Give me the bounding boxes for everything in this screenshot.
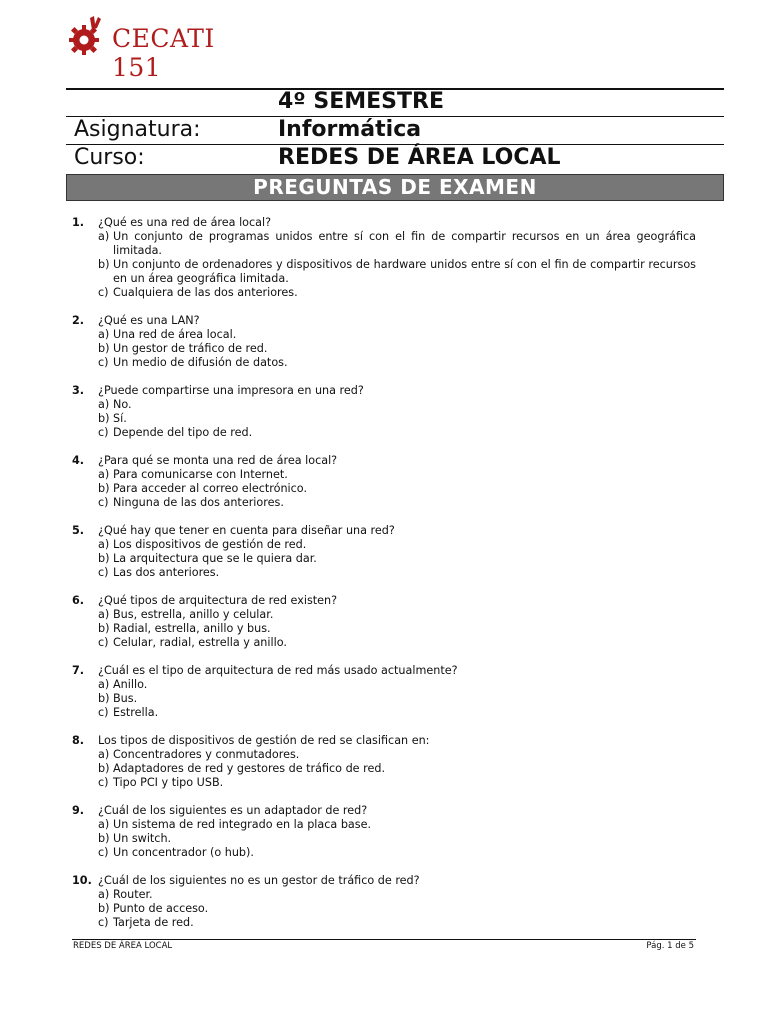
answer-option (72, 608, 696, 622)
question-number: 8. (72, 734, 85, 747)
question-number: 1. (72, 216, 85, 229)
option-letter: a) (98, 888, 110, 901)
answer-option (72, 342, 696, 356)
option-text: Bus, estrella, anillo y celular. (113, 608, 274, 621)
option-text: Tarjeta de red. (113, 916, 194, 929)
question-text: ¿Cuál es el tipo de arquitectura de red más usado actualmente? (98, 664, 458, 677)
subject-row (66, 117, 724, 144)
option-letter: c) (98, 706, 109, 719)
question-list (72, 216, 696, 944)
option-letter: a) (98, 678, 110, 691)
option-letter: b) (98, 902, 110, 915)
answer-option (72, 286, 696, 300)
answer-option (72, 888, 696, 902)
option-letter: a) (98, 398, 110, 411)
question-header (72, 524, 696, 538)
option-text: Sí. (113, 412, 127, 425)
answer-option (72, 622, 696, 636)
answer-option (72, 678, 696, 692)
course-row (66, 145, 724, 172)
option-text: Un conjunto de programas unidos entre sí con el fin de compartir recursos en un área geográfica limitada. (113, 230, 696, 257)
answer-option (72, 258, 696, 286)
footer-rule (72, 939, 696, 940)
question-text: ¿Qué es una LAN? (98, 314, 200, 327)
question-item (72, 874, 696, 930)
option-letter: a) (98, 748, 110, 761)
option-letter: c) (98, 776, 109, 789)
question-header (72, 874, 696, 888)
question-header (72, 216, 696, 230)
answer-option (72, 468, 696, 482)
answer-option (72, 356, 696, 370)
course-value: REDES DE ÁREA LOCAL (278, 145, 561, 170)
question-text: ¿Cuál de los siguientes es un adaptador de red? (98, 804, 368, 817)
question-number: 2. (72, 314, 85, 327)
answer-option (72, 328, 696, 342)
question-item (72, 314, 696, 370)
subject-label: Asignatura: (74, 117, 201, 142)
answer-option (72, 832, 696, 846)
question-item (72, 664, 696, 720)
footer-course-title: REDES DE ÁREA LOCAL (73, 941, 173, 951)
option-text: Un switch. (113, 832, 172, 845)
course-label: Curso: (74, 145, 145, 170)
option-letter: b) (98, 762, 110, 775)
option-letter: b) (98, 622, 110, 635)
option-text: Ninguna de las dos anteriores. (113, 496, 284, 509)
answer-option (72, 818, 696, 832)
option-text: Bus. (113, 692, 138, 705)
question-number: 4. (72, 454, 85, 467)
exam-banner (66, 174, 724, 201)
option-letter: c) (98, 916, 109, 929)
option-text: Adaptadores de red y gestores de tráfico de red. (113, 762, 386, 775)
answer-option (72, 538, 696, 552)
option-text: Un concentrador (o hub). (113, 846, 254, 859)
answer-option (72, 482, 696, 496)
option-letter: b) (98, 258, 110, 271)
option-text: Las dos anteriores. (113, 566, 220, 579)
question-item (72, 804, 696, 860)
banner-title: PREGUNTAS DE EXAMEN (253, 175, 537, 199)
option-text: Cualquiera de las dos anteriores. (113, 286, 298, 299)
question-item (72, 384, 696, 440)
answer-option (72, 552, 696, 566)
option-letter: a) (98, 818, 110, 831)
option-letter: a) (98, 328, 110, 341)
option-letter: c) (98, 286, 109, 299)
option-letter: b) (98, 482, 110, 495)
option-letter: c) (98, 566, 109, 579)
option-letter: a) (98, 538, 110, 551)
question-header (72, 804, 696, 818)
option-letter: c) (98, 846, 109, 859)
option-text: Anillo. (113, 678, 148, 691)
option-text: Una red de área local. (113, 328, 237, 341)
question-number: 9. (72, 804, 85, 817)
logo-text: CECATI 151 (112, 24, 215, 82)
question-item (72, 524, 696, 580)
answer-option (72, 230, 696, 258)
option-letter: a) (98, 468, 110, 481)
question-item (72, 454, 696, 510)
question-number: 6. (72, 594, 85, 607)
cecati-logo (64, 14, 264, 82)
answer-option (72, 902, 696, 916)
question-text: ¿Para qué se monta una red de área local? (98, 454, 338, 467)
answer-option (72, 776, 696, 790)
answer-option (72, 762, 696, 776)
option-text: Radial, estrella, anillo y bus. (113, 622, 271, 635)
question-text: Los tipos de dispositivos de gestión de red se clasifican en: (98, 734, 430, 747)
question-number: 5. (72, 524, 85, 537)
answer-option (72, 916, 696, 930)
question-header (72, 594, 696, 608)
option-text: Tipo PCI y tipo USB. (113, 776, 224, 789)
question-text: ¿Qué es una red de área local? (98, 216, 272, 229)
footer-page-number: Pág. 1 de 5 (646, 941, 694, 951)
option-letter: b) (98, 342, 110, 355)
option-text: No. (113, 398, 132, 411)
answer-option (72, 846, 696, 860)
question-item (72, 216, 696, 300)
option-letter: c) (98, 356, 109, 369)
option-text: Depende del tipo de red. (113, 426, 253, 439)
option-text: La arquitectura que se le quiera dar. (113, 552, 317, 565)
answer-option (72, 496, 696, 510)
answer-option (72, 566, 696, 580)
option-letter: c) (98, 426, 109, 439)
answer-option (72, 748, 696, 762)
option-text: Concentradores y conmutadores. (113, 748, 300, 761)
option-text: Un conjunto de ordenadores y dispositivos de hardware unidos entre sí con el fin de compartir recursos en un área geográfica limitada. (113, 258, 696, 285)
question-text: ¿Qué hay que tener en cuenta para diseñar una red? (98, 524, 395, 537)
semester-row (66, 89, 724, 116)
option-text: Celular, radial, estrella y anillo. (113, 636, 287, 649)
option-letter: b) (98, 692, 110, 705)
option-letter: b) (98, 552, 110, 565)
answer-option (72, 426, 696, 440)
answer-option (72, 692, 696, 706)
question-number: 7. (72, 664, 85, 677)
option-letter: b) (98, 412, 110, 425)
option-text: Un sistema de red integrado en la placa base. (113, 818, 372, 831)
option-text: Punto de acceso. (113, 902, 209, 915)
question-number: 10. (72, 874, 92, 887)
option-letter: b) (98, 832, 110, 845)
option-letter: a) (98, 230, 110, 243)
answer-option (72, 412, 696, 426)
question-header (72, 664, 696, 678)
semester-value: 4º SEMESTRE (278, 89, 444, 114)
option-text: Para acceder al correo electrónico. (113, 482, 308, 495)
answer-option (72, 636, 696, 650)
option-text: Un medio de difusión de datos. (113, 356, 288, 369)
answer-option (72, 706, 696, 720)
question-header (72, 314, 696, 328)
option-text: Un gestor de tráfico de red. (113, 342, 268, 355)
option-letter: a) (98, 608, 110, 621)
question-header (72, 454, 696, 468)
answer-option (72, 398, 696, 412)
question-number: 3. (72, 384, 85, 397)
option-text: Para comunicarse con Internet. (113, 468, 288, 481)
option-text: Estrella. (113, 706, 159, 719)
option-letter: c) (98, 636, 109, 649)
question-item (72, 594, 696, 650)
subject-value: Informática (278, 117, 422, 142)
question-header (72, 384, 696, 398)
question-text: ¿Qué tipos de arquitectura de red existen? (98, 594, 338, 607)
gear-hand-emblem-icon (64, 14, 108, 58)
question-header (72, 734, 696, 748)
question-text: ¿Puede compartirse una impresora en una red? (98, 384, 364, 397)
question-text: ¿Cuál de los siguientes no es un gestor de tráfico de red? (98, 874, 420, 887)
option-text: Router. (113, 888, 153, 901)
option-letter: c) (98, 496, 109, 509)
option-text: Los dispositivos de gestión de red. (113, 538, 307, 551)
question-item (72, 734, 696, 790)
